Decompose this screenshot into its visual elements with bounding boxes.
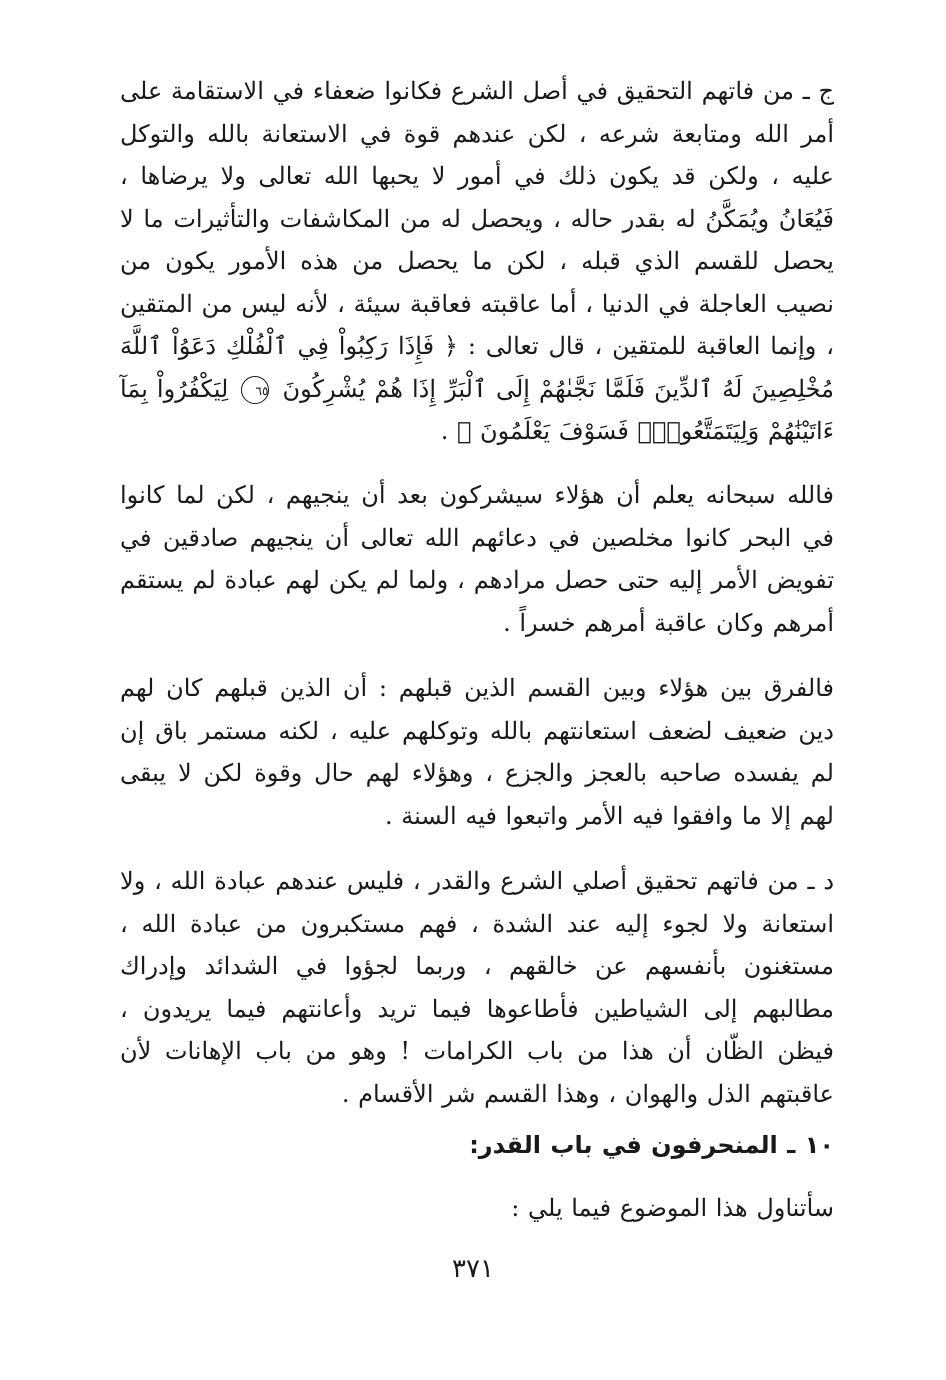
- section-heading: ١٠ ـ المنحرفون في باب القدر:: [469, 1131, 834, 1159]
- quran-verse-part1: ﴿ فَإِذَا رَكِبُواْ فِي ٱلْفُلْكِ دَعَوُاْ ٱللَّهَ مُخْلِصِينَ لَهُ ٱلدِّينَ فَلَمَّا نَجَّىٰهُمْ إِلَى ٱلْبَرِّ إِذَا هُمْ يُشْرِكُونَ: [120, 332, 834, 403]
- quran-verse-part2: لِيَكْفُرُواْ بِمَآ ءَاتَيْنَٰهُمْ وَلِيَتَمَتَّعُواْۖ فَسَوْفَ يَعْلَمُونَ ﴾: [120, 374, 834, 445]
- page-number: ٣٧١: [452, 1254, 494, 1284]
- paragraph-d-text: د ـ من فاتهم تحقيق أصلي الشرع والقدر ، فليس عندهم عبادة الله ، ولا استعانة ولا لجوء إليه عند الشدة ، فهم مستكبرون من عبادة الله ، مستغنون بأنفسهم عن خالقهم ، وربما لجؤوا في الشدائد وإدراك مطالبهم إلى الشياطين فأطاعوها فيما تريد وأعانتهم فيما يريدون ، فيظن الظّان أن هذا من باب الكرامات ! وهو من باب الإهانات لأن عاقبتهم الذل والهوان ، وهذا القسم شر الأقسام .: [120, 867, 834, 1108]
- paragraph-explanation-text: فالله سبحانه يعلم أن هؤلاء سيشركون بعد أن ينجيهم ، لكن لما كانوا في البحر كانوا مخلصين في دعائهم الله تعالى أن ينجيهم صادقين في تفويض الأمر إليه حتى حصل مرادهم ، ولما لم يكن لهم عبادة لم يستقم أمرهم وكان عاقبة أمرهم خسراً .: [120, 481, 835, 637]
- section-intro: سأتناول هذا الموضوع فيما يلي :: [511, 1194, 834, 1222]
- paragraph-category-c: [120, 70, 834, 453]
- paragraph-explanation: [120, 474, 834, 644]
- section-heading-block: [120, 1124, 834, 1167]
- paragraph-c-text: ج ـ من فاتهم التحقيق في أصل الشرع فكانوا ضعفاء في الاستقامة على أمر الله ومتابعة شرعه ، لكن عندهم قوة في الاستعانة بالله والتوكل عليه ، ولكن قد يكون ذلك في أمور لا يحبها الله تعالى ولا يرضاها ، فَيُعَانُ ويُمَكَّنُ له بقدر حاله ، ويحصل له من المكاشفات والتأثيرات ما لا يحصل للقسم الذي قبله ، لكن ما يحصل من هذه الأمور يكون من نصيب العاجلة في الدنيا ، أما عاقبته فعاقبة سيئة ، لأنه ليس من المتقين ، وإنما العاقبة للمتقين ، قال تعالى :: [120, 77, 834, 360]
- paragraph-c-end: .: [440, 417, 449, 445]
- paragraph-category-d: [120, 860, 834, 1115]
- verse-number-marker: ٦٥: [241, 376, 269, 404]
- paragraph-difference: [120, 667, 834, 837]
- section-intro-block: [120, 1187, 834, 1230]
- paragraph-difference-text: فالفرق بين هؤلاء وبين القسم الذين قبلهم : أن الذين قبلهم كان لهم دين ضعيف لضعف استعانتهم بالله وتوكلهم عليه ، لكنه مستمر باق إن لم يفسده صاحبه بالعجز والجزع ، وهؤلاء لهم حال وقوة لكن لا يبقى لهم إلا ما وافقوا فيه الأمر واتبعوا فيه السنة .: [120, 674, 834, 830]
